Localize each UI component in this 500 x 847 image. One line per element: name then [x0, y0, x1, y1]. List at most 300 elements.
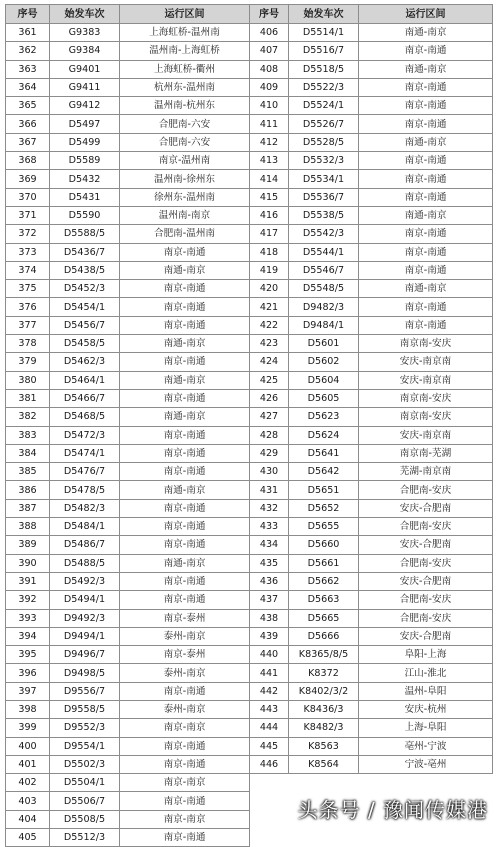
- table-row: [6, 737, 493, 755]
- left-route-cell: 温州南-杭州东: [120, 97, 250, 115]
- left-train-no-cell: G9412: [50, 97, 120, 115]
- right-seq-cell: 427: [250, 408, 289, 426]
- left-route-cell: 南京-南通: [120, 243, 250, 261]
- right-route-cell: 南京-南通: [359, 225, 493, 243]
- table-row: [6, 316, 493, 334]
- empty-cell: [250, 810, 289, 828]
- right-seq-cell: 437: [250, 591, 289, 609]
- right-train-no-cell: D5662: [289, 572, 359, 590]
- empty-cell: [250, 792, 289, 810]
- empty-cell: [250, 774, 289, 792]
- left-train-no-cell: D5486/7: [50, 536, 120, 554]
- left-route-cell: 徐州东-温州南: [120, 188, 250, 206]
- left-seq-cell: 384: [6, 444, 50, 462]
- left-train-no-cell: D5432: [50, 170, 120, 188]
- left-train-no-cell: D9498/5: [50, 664, 120, 682]
- empty-cell: [289, 774, 359, 792]
- left-route-cell: 南京-南通: [120, 737, 250, 755]
- left-train-no-cell: D9556/7: [50, 682, 120, 700]
- right-route-cell: 上海-阜阳: [359, 719, 493, 737]
- table-row: [6, 335, 493, 353]
- left-seq-cell: 402: [6, 774, 50, 792]
- left-route-cell: 南京-泰州: [120, 646, 250, 664]
- right-train-no-cell: K8436/3: [289, 700, 359, 718]
- left-train-no-cell: D5468/5: [50, 408, 120, 426]
- table-row: [6, 298, 493, 316]
- left-seq-cell: 378: [6, 335, 50, 353]
- left-train-no-cell: D5438/5: [50, 261, 120, 279]
- left-seq-cell: 367: [6, 133, 50, 151]
- left-seq-cell: 379: [6, 353, 50, 371]
- right-seq-cell: 428: [250, 426, 289, 444]
- table-row: [6, 518, 493, 536]
- right-route-cell: 温州-阜阳: [359, 682, 493, 700]
- left-route-cell: 南京-南通: [120, 572, 250, 590]
- left-seq-cell: 362: [6, 42, 50, 60]
- left-seq-cell: 365: [6, 97, 50, 115]
- left-route-cell: 南京-南通: [120, 389, 250, 407]
- left-route-cell: 南京-南通: [120, 353, 250, 371]
- right-train-no-cell: D5666: [289, 627, 359, 645]
- right-seq-cell: 423: [250, 335, 289, 353]
- table-row: [6, 774, 493, 792]
- left-route-cell: 南京-南通: [120, 298, 250, 316]
- table-row: [6, 42, 493, 60]
- right-route-cell: 安庆-南京南: [359, 353, 493, 371]
- left-seq-cell: 399: [6, 719, 50, 737]
- right-route-cell: 南通-南京: [359, 133, 493, 151]
- right-train-no-cell: D5538/5: [289, 206, 359, 224]
- left-seq-cell: 374: [6, 261, 50, 279]
- right-route-cell: 南京-南通: [359, 170, 493, 188]
- right-route-cell: 南通-南京: [359, 206, 493, 224]
- table-row: [6, 60, 493, 78]
- left-route-cell: 南京-南通: [120, 499, 250, 517]
- left-seq-cell: 388: [6, 518, 50, 536]
- left-train-no-cell: D9554/1: [50, 737, 120, 755]
- right-train-no-cell: D5514/1: [289, 24, 359, 42]
- right-route-cell: 南京-南通: [359, 97, 493, 115]
- empty-cell: [359, 774, 493, 792]
- right-seq-cell: 411: [250, 115, 289, 133]
- right-train-no-cell: D5623: [289, 408, 359, 426]
- left-train-no-cell: D5512/3: [50, 829, 120, 847]
- left-route-cell: 泰州-南京: [120, 700, 250, 718]
- header-row: [6, 5, 493, 24]
- left-train-no-cell: D9558/5: [50, 700, 120, 718]
- table-row: [6, 682, 493, 700]
- table-row: [6, 133, 493, 151]
- left-train-no-cell: D5478/5: [50, 481, 120, 499]
- left-route-cell: 南京-南通: [120, 536, 250, 554]
- table-row: [6, 609, 493, 627]
- header-seq-right: 序号: [250, 5, 289, 24]
- right-seq-cell: 424: [250, 353, 289, 371]
- left-train-no-cell: D9496/7: [50, 646, 120, 664]
- right-route-cell: 合肥南-安庆: [359, 518, 493, 536]
- right-route-cell: 合肥南-安庆: [359, 554, 493, 572]
- left-seq-cell: 380: [6, 371, 50, 389]
- right-train-no-cell: K8564: [289, 755, 359, 773]
- right-route-cell: 安庆-南京南: [359, 426, 493, 444]
- right-train-no-cell: D5526/7: [289, 115, 359, 133]
- left-train-no-cell: D5476/7: [50, 463, 120, 481]
- right-train-no-cell: K8365/8/5: [289, 646, 359, 664]
- table-row: [6, 206, 493, 224]
- header-train-right: 始发车次: [289, 5, 359, 24]
- left-train-no-cell: D5497: [50, 115, 120, 133]
- left-train-no-cell: D5508/5: [50, 810, 120, 828]
- right-route-cell: 南京南-安庆: [359, 389, 493, 407]
- left-train-no-cell: D5492/3: [50, 572, 120, 590]
- table-row: [6, 444, 493, 462]
- right-train-no-cell: D5546/7: [289, 261, 359, 279]
- right-seq-cell: 430: [250, 463, 289, 481]
- right-train-no-cell: D9484/1: [289, 316, 359, 334]
- right-seq-cell: 434: [250, 536, 289, 554]
- empty-cell: [250, 829, 289, 847]
- left-route-cell: 南京-南通: [120, 829, 250, 847]
- left-train-no-cell: D5488/5: [50, 554, 120, 572]
- right-seq-cell: 406: [250, 24, 289, 42]
- right-seq-cell: 417: [250, 225, 289, 243]
- right-seq-cell: 416: [250, 206, 289, 224]
- left-route-cell: 南通-南京: [120, 335, 250, 353]
- empty-cell: [359, 829, 493, 847]
- right-route-cell: 南京-南通: [359, 243, 493, 261]
- right-route-cell: 芜湖-南京南: [359, 463, 493, 481]
- right-seq-cell: 426: [250, 389, 289, 407]
- right-route-cell: 南京-南通: [359, 316, 493, 334]
- left-route-cell: 泰州-南京: [120, 627, 250, 645]
- right-seq-cell: 446: [250, 755, 289, 773]
- right-train-no-cell: D9482/3: [289, 298, 359, 316]
- left-route-cell: 泰州-南京: [120, 664, 250, 682]
- table-row: [6, 829, 493, 847]
- right-train-no-cell: D5655: [289, 518, 359, 536]
- left-train-no-cell: D5462/3: [50, 353, 120, 371]
- right-route-cell: 江山-淮北: [359, 664, 493, 682]
- table-row: [6, 499, 493, 517]
- left-train-no-cell: D5589: [50, 152, 120, 170]
- left-seq-cell: 371: [6, 206, 50, 224]
- left-seq-cell: 391: [6, 572, 50, 590]
- watermark-text: 头条号 / 豫闻传媒港: [297, 798, 488, 822]
- left-train-no-cell: D5499: [50, 133, 120, 151]
- table-row: [6, 78, 493, 96]
- left-seq-cell: 403: [6, 792, 50, 810]
- left-train-no-cell: D9552/3: [50, 719, 120, 737]
- right-seq-cell: 433: [250, 518, 289, 536]
- table-row: [6, 261, 493, 279]
- right-train-no-cell: D5660: [289, 536, 359, 554]
- table-row: [6, 24, 493, 42]
- right-train-no-cell: D5528/5: [289, 133, 359, 151]
- right-train-no-cell: K8563: [289, 737, 359, 755]
- right-train-no-cell: D5542/3: [289, 225, 359, 243]
- right-train-no-cell: D5524/1: [289, 97, 359, 115]
- left-route-cell: 南京-南通: [120, 444, 250, 462]
- right-seq-cell: 436: [250, 572, 289, 590]
- right-route-cell: 安庆-南京南: [359, 371, 493, 389]
- right-route-cell: 合肥南-安庆: [359, 591, 493, 609]
- left-seq-cell: 366: [6, 115, 50, 133]
- left-seq-cell: 368: [6, 152, 50, 170]
- table-row: [6, 591, 493, 609]
- left-train-no-cell: D5506/7: [50, 792, 120, 810]
- left-route-cell: 合肥南-六安: [120, 115, 250, 133]
- left-route-cell: 温州南-南京: [120, 206, 250, 224]
- left-route-cell: 南京-泰州: [120, 609, 250, 627]
- left-seq-cell: 392: [6, 591, 50, 609]
- table-row: [6, 188, 493, 206]
- left-train-no-cell: D5472/3: [50, 426, 120, 444]
- right-seq-cell: 413: [250, 152, 289, 170]
- left-route-cell: 南京-南通: [120, 682, 250, 700]
- right-train-no-cell: K8372: [289, 664, 359, 682]
- right-seq-cell: 425: [250, 371, 289, 389]
- left-train-no-cell: D5454/1: [50, 298, 120, 316]
- left-train-no-cell: G9401: [50, 60, 120, 78]
- header-seq-left: 序号: [6, 5, 50, 24]
- left-route-cell: 南京-南通: [120, 316, 250, 334]
- left-route-cell: 南通-南京: [120, 261, 250, 279]
- left-route-cell: 南京-南京: [120, 810, 250, 828]
- right-route-cell: 阜阳-上海: [359, 646, 493, 664]
- right-seq-cell: 432: [250, 499, 289, 517]
- table-row: [6, 463, 493, 481]
- right-seq-cell: 445: [250, 737, 289, 755]
- left-seq-cell: 369: [6, 170, 50, 188]
- left-seq-cell: 396: [6, 664, 50, 682]
- right-train-no-cell: D5518/5: [289, 60, 359, 78]
- right-route-cell: 南京-南通: [359, 152, 493, 170]
- right-route-cell: 南京-南通: [359, 42, 493, 60]
- left-route-cell: 合肥南-六安: [120, 133, 250, 151]
- right-seq-cell: 409: [250, 78, 289, 96]
- right-seq-cell: 440: [250, 646, 289, 664]
- right-route-cell: 南京-南通: [359, 298, 493, 316]
- table-row: [6, 572, 493, 590]
- left-seq-cell: 364: [6, 78, 50, 96]
- right-train-no-cell: K8482/3: [289, 719, 359, 737]
- train-schedule-table: [5, 4, 493, 847]
- left-seq-cell: 398: [6, 700, 50, 718]
- right-train-no-cell: D5604: [289, 371, 359, 389]
- right-route-cell: 南京-南通: [359, 78, 493, 96]
- left-seq-cell: 397: [6, 682, 50, 700]
- table-row: [6, 646, 493, 664]
- right-train-no-cell: D5624: [289, 426, 359, 444]
- left-route-cell: 温州南-上海虹桥: [120, 42, 250, 60]
- left-route-cell: 南通-南京: [120, 408, 250, 426]
- right-train-no-cell: D5534/1: [289, 170, 359, 188]
- table-row: [6, 536, 493, 554]
- right-route-cell: 南通-南京: [359, 60, 493, 78]
- right-route-cell: 南京-南通: [359, 261, 493, 279]
- right-train-no-cell: D5641: [289, 444, 359, 462]
- left-seq-cell: 404: [6, 810, 50, 828]
- left-route-cell: 上海虹桥-温州南: [120, 24, 250, 42]
- right-seq-cell: 422: [250, 316, 289, 334]
- left-train-no-cell: D5588/5: [50, 225, 120, 243]
- right-train-no-cell: D5652: [289, 499, 359, 517]
- left-train-no-cell: D5466/7: [50, 389, 120, 407]
- right-seq-cell: 421: [250, 298, 289, 316]
- left-route-cell: 南京-南通: [120, 755, 250, 773]
- table-row: [6, 719, 493, 737]
- table-row: [6, 408, 493, 426]
- right-seq-cell: 429: [250, 444, 289, 462]
- table-row: [6, 280, 493, 298]
- left-seq-cell: 375: [6, 280, 50, 298]
- right-route-cell: 南通-南京: [359, 24, 493, 42]
- left-route-cell: 南京-南通: [120, 518, 250, 536]
- left-seq-cell: 386: [6, 481, 50, 499]
- left-route-cell: 温州南-徐州东: [120, 170, 250, 188]
- table-row: [6, 481, 493, 499]
- left-route-cell: 南京-南京: [120, 719, 250, 737]
- right-train-no-cell: D5663: [289, 591, 359, 609]
- left-route-cell: 南京-南京: [120, 774, 250, 792]
- right-route-cell: 合肥南-安庆: [359, 481, 493, 499]
- header-route-left: 运行区间: [120, 5, 250, 24]
- empty-cell: [289, 829, 359, 847]
- right-seq-cell: 419: [250, 261, 289, 279]
- left-seq-cell: 370: [6, 188, 50, 206]
- left-route-cell: 南京-南通: [120, 280, 250, 298]
- right-seq-cell: 420: [250, 280, 289, 298]
- right-route-cell: 安庆-合肥南: [359, 627, 493, 645]
- right-seq-cell: 444: [250, 719, 289, 737]
- table-row: [6, 225, 493, 243]
- table-row: [6, 97, 493, 115]
- left-train-no-cell: G9383: [50, 24, 120, 42]
- table-row: [6, 353, 493, 371]
- right-train-no-cell: D5522/3: [289, 78, 359, 96]
- left-train-no-cell: D9492/3: [50, 609, 120, 627]
- left-route-cell: 合肥南-温州南: [120, 225, 250, 243]
- right-route-cell: 合肥南-安庆: [359, 609, 493, 627]
- left-route-cell: 南京-南通: [120, 463, 250, 481]
- table-row: [6, 627, 493, 645]
- left-route-cell: 杭州东-温州南: [120, 78, 250, 96]
- left-seq-cell: 389: [6, 536, 50, 554]
- table-row: [6, 371, 493, 389]
- left-train-no-cell: D5458/5: [50, 335, 120, 353]
- right-seq-cell: 431: [250, 481, 289, 499]
- table-row: [6, 115, 493, 133]
- right-route-cell: 南京-南通: [359, 188, 493, 206]
- right-seq-cell: 443: [250, 700, 289, 718]
- left-train-no-cell: D5494/1: [50, 591, 120, 609]
- right-train-no-cell: D5544/1: [289, 243, 359, 261]
- left-train-no-cell: D5456/7: [50, 316, 120, 334]
- right-train-no-cell: D5661: [289, 554, 359, 572]
- left-train-no-cell: D9494/1: [50, 627, 120, 645]
- right-seq-cell: 438: [250, 609, 289, 627]
- left-seq-cell: 373: [6, 243, 50, 261]
- left-seq-cell: 395: [6, 646, 50, 664]
- left-route-cell: 南通-南京: [120, 554, 250, 572]
- left-route-cell: 南京-温州南: [120, 152, 250, 170]
- left-seq-cell: 405: [6, 829, 50, 847]
- left-seq-cell: 393: [6, 609, 50, 627]
- left-seq-cell: 400: [6, 737, 50, 755]
- left-train-no-cell: D5482/3: [50, 499, 120, 517]
- left-train-no-cell: D5484/1: [50, 518, 120, 536]
- right-route-cell: 安庆-合肥南: [359, 499, 493, 517]
- header-train-left: 始发车次: [50, 5, 120, 24]
- right-train-no-cell: D5536/7: [289, 188, 359, 206]
- right-seq-cell: 441: [250, 664, 289, 682]
- left-train-no-cell: D5590: [50, 206, 120, 224]
- left-route-cell: 南京-南通: [120, 792, 250, 810]
- right-seq-cell: 415: [250, 188, 289, 206]
- right-train-no-cell: D5548/5: [289, 280, 359, 298]
- table-row: [6, 554, 493, 572]
- left-train-no-cell: D5452/3: [50, 280, 120, 298]
- left-seq-cell: 372: [6, 225, 50, 243]
- right-seq-cell: 408: [250, 60, 289, 78]
- right-route-cell: 南京-南通: [359, 115, 493, 133]
- right-route-cell: 安庆-合肥南: [359, 536, 493, 554]
- left-seq-cell: 390: [6, 554, 50, 572]
- table-row: [6, 389, 493, 407]
- left-route-cell: 上海虹桥-衢州: [120, 60, 250, 78]
- right-route-cell: 安庆-杭州: [359, 700, 493, 718]
- left-seq-cell: 381: [6, 389, 50, 407]
- right-route-cell: 亳州-宁波: [359, 737, 493, 755]
- left-route-cell: 南通-南京: [120, 371, 250, 389]
- table-row: [6, 426, 493, 444]
- left-train-no-cell: D5504/1: [50, 774, 120, 792]
- right-route-cell: 南京南-安庆: [359, 335, 493, 353]
- right-train-no-cell: D5516/7: [289, 42, 359, 60]
- right-train-no-cell: D5605: [289, 389, 359, 407]
- left-train-no-cell: D5431: [50, 188, 120, 206]
- left-route-cell: 南京-南通: [120, 591, 250, 609]
- right-train-no-cell: K8402/3/2: [289, 682, 359, 700]
- table-row: [6, 152, 493, 170]
- right-seq-cell: 414: [250, 170, 289, 188]
- left-train-no-cell: G9384: [50, 42, 120, 60]
- left-seq-cell: 383: [6, 426, 50, 444]
- left-train-no-cell: D5464/1: [50, 371, 120, 389]
- right-train-no-cell: D5642: [289, 463, 359, 481]
- right-route-cell: 宁波-亳州: [359, 755, 493, 773]
- right-route-cell: 安庆-合肥南: [359, 572, 493, 590]
- right-train-no-cell: D5665: [289, 609, 359, 627]
- right-train-no-cell: D5651: [289, 481, 359, 499]
- right-seq-cell: 435: [250, 554, 289, 572]
- table-row: [6, 170, 493, 188]
- right-seq-cell: 407: [250, 42, 289, 60]
- left-seq-cell: 382: [6, 408, 50, 426]
- right-route-cell: 南京南-安庆: [359, 408, 493, 426]
- right-train-no-cell: D5601: [289, 335, 359, 353]
- right-train-no-cell: D5602: [289, 353, 359, 371]
- table-row: [6, 664, 493, 682]
- right-seq-cell: 412: [250, 133, 289, 151]
- left-train-no-cell: D5474/1: [50, 444, 120, 462]
- right-route-cell: 南通-南京: [359, 280, 493, 298]
- right-seq-cell: 442: [250, 682, 289, 700]
- right-seq-cell: 439: [250, 627, 289, 645]
- table-row: [6, 755, 493, 773]
- left-seq-cell: 363: [6, 60, 50, 78]
- left-seq-cell: 387: [6, 499, 50, 517]
